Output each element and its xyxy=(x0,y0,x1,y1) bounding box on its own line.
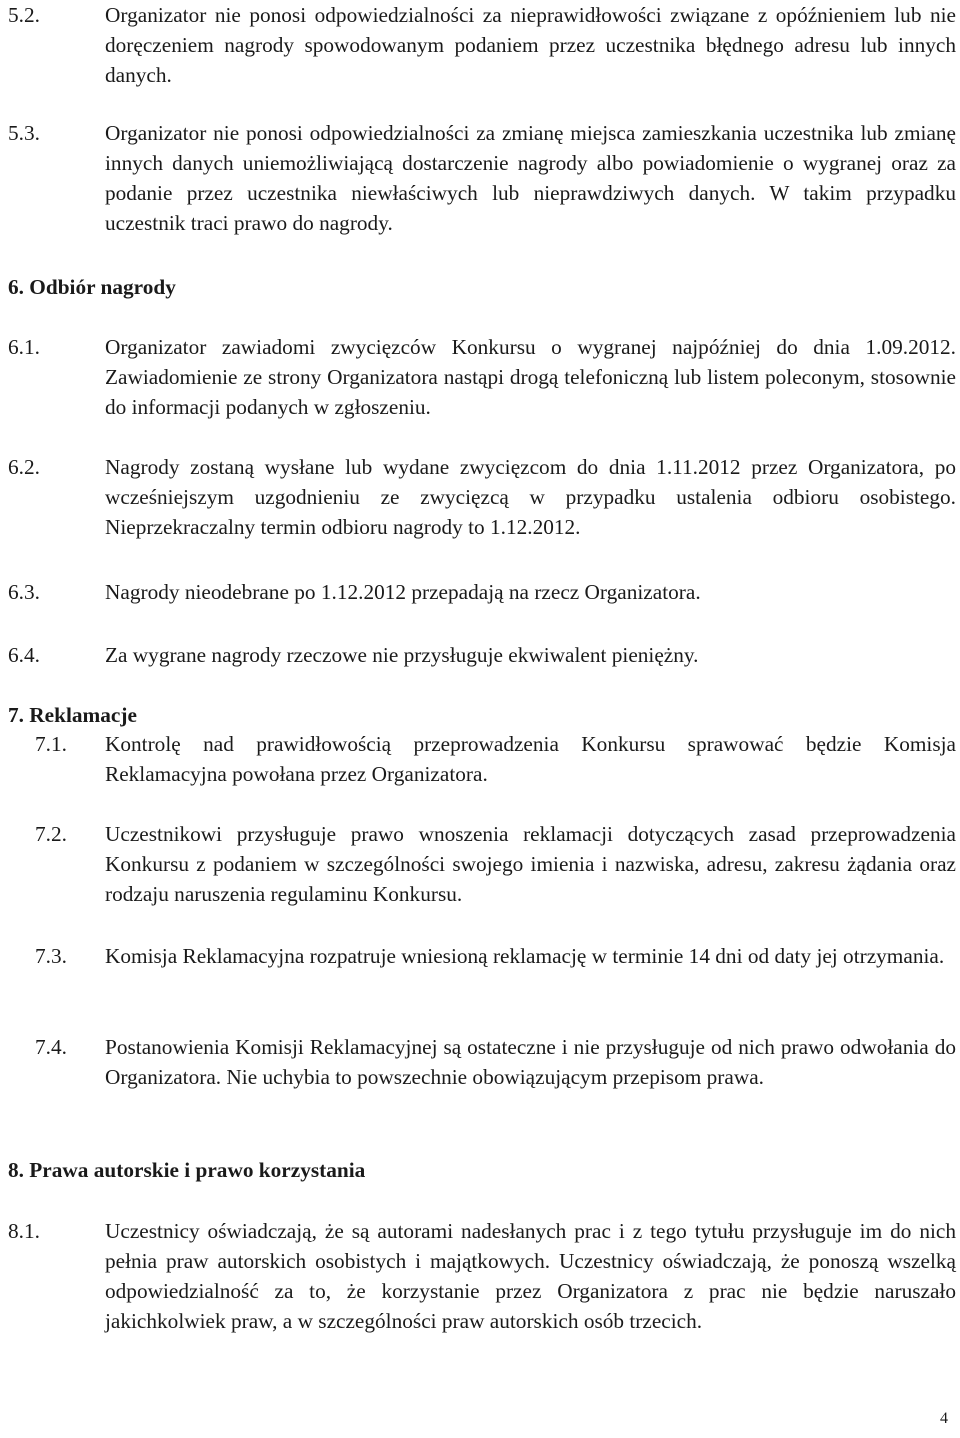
clause-text: Postanowienia Komisji Reklamacyjnej są ostateczne i nie przysługuje od nich prawo odwołania do Organizatora. Nie uchybia to powszechnie obowiązującym przepisom prawa. xyxy=(105,1035,956,1089)
clause-text: Uczestnicy oświadczają, że są autorami nadesłanych prac i z tego tytułu przysługuje im do nich pełnia praw autorskich osobistych i majątkowych. Uczestnicy oświadczają, że ponoszą wszelką odpowiedzialność za to, że korzystanie przez Organizatora z prac nie będzie naruszało jakichkolwiek praw, a w szczególności praw autorskich osób trzecich. xyxy=(105,1219,956,1333)
clause-number: 5.3. xyxy=(8,121,40,145)
clause-6-3 xyxy=(8,577,956,607)
clause-text: Komisja Reklamacyjna rozpatruje wniesioną reklamację w terminie 14 dni od daty jej otrzymania. xyxy=(105,944,945,968)
clause-number: 6.2. xyxy=(8,455,40,479)
clause-number: 6.4. xyxy=(8,643,40,667)
clause-7-3 xyxy=(8,941,956,971)
clause-5-3 xyxy=(8,118,956,238)
clause-8-1 xyxy=(8,1216,956,1336)
clause-text: Nagrody zostaną wysłane lub wydane zwycięzcom do dnia 1.11.2012 przez Organizatora, po wcześniejszym uzgodnieniu ze zwycięzcą w przypadku ustalenia odbioru osobistego. Nieprzekraczalny termin odbioru nagrody to 1.12.2012. xyxy=(105,455,956,539)
clause-7-2 xyxy=(8,819,956,909)
clause-number: 7.3. xyxy=(35,944,67,968)
clause-7-4 xyxy=(8,1032,956,1092)
clause-6-4 xyxy=(8,640,956,670)
clause-text: Kontrolę nad prawidłowością przeprowadzenia Konkursu sprawować będzie Komisja Reklamacyjna powołana przez Organizatora. xyxy=(105,732,956,786)
clause-number: 7.1. xyxy=(35,732,67,756)
clause-6-2 xyxy=(8,452,956,542)
clause-text: Organizator zawiadomi zwycięzców Konkursu o wygranej najpóźniej do dnia 1.09.2012. Zawiadomienie ze strony Organizatora nastąpi drogą telefoniczną lub listem poleconym, stosownie do informacji podanych w zgłoszeniu. xyxy=(105,335,956,419)
clause-number: 7.4. xyxy=(35,1035,67,1059)
page-number: 4 xyxy=(940,1410,948,1427)
clause-number: 6.1. xyxy=(8,335,40,359)
clause-number: 7.2. xyxy=(35,822,67,846)
clause-text: Uczestnikowi przysługuje prawo wnoszenia reklamacji dotyczących zasad przeprowadzenia Konkursu z podaniem w szczególności swojego imienia i nazwiska, adresu, zakresu żądania oraz rodzaju naruszenia regulaminu Konkursu. xyxy=(105,822,956,906)
clause-text: Organizator nie ponosi odpowiedzialności za zmianę miejsca zamieszkania uczestnika lub zmianę innych danych uniemożliwiającą dostarczenie nagrody albo powiadomienie o wygranej oraz za podanie przez uczestnika niewłaściwych lub nieprawdziwych danych. W takim przypadku uczestnik traci prawo do nagrody. xyxy=(105,121,956,235)
clause-text: Organizator nie ponosi odpowiedzialności za nieprawidłowości związane z opóźnieniem lub nie doręczeniem nagrody spowodowanym podaniem przez uczestnika błędnego adresu lub innych danych. xyxy=(105,3,956,87)
clause-5-2 xyxy=(8,0,956,90)
section-heading-8: 8. Prawa autorskie i prawo korzystania xyxy=(8,1158,366,1182)
clause-7-1 xyxy=(8,729,956,789)
clause-number: 8.1. xyxy=(8,1219,40,1243)
clause-number: 6.3. xyxy=(8,580,40,604)
clause-text: Za wygrane nagrody rzeczowe nie przysługuje ekwiwalent pieniężny. xyxy=(105,643,699,667)
clause-6-1 xyxy=(8,332,956,422)
section-heading-6: 6. Odbiór nagrody xyxy=(8,275,176,299)
clause-text: Nagrody nieodebrane po 1.12.2012 przepadają na rzecz Organizatora. xyxy=(105,580,701,604)
clause-number: 5.2. xyxy=(8,3,40,27)
section-heading-7: 7. Reklamacje xyxy=(8,703,137,727)
